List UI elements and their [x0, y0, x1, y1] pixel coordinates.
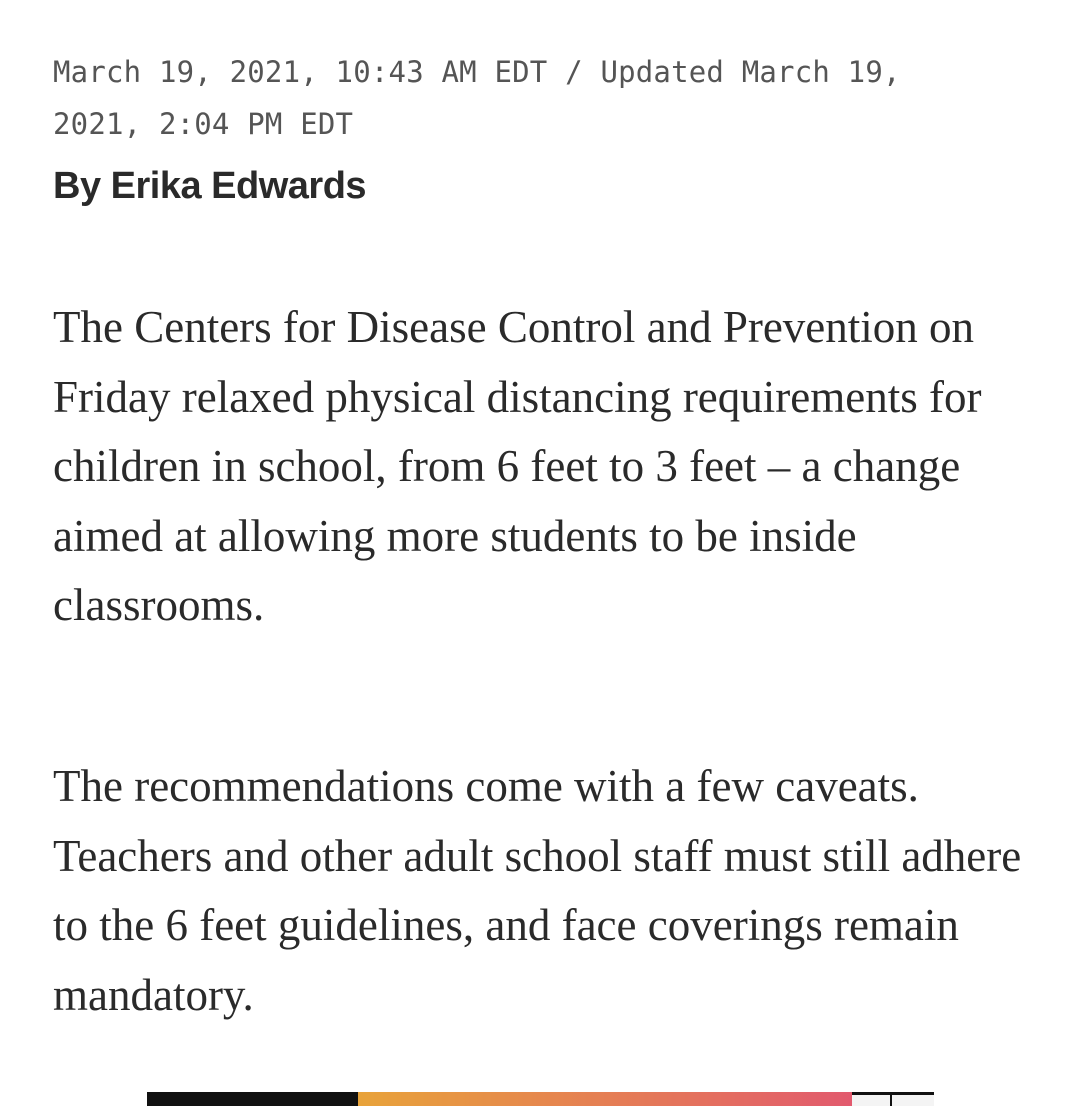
- media-banner-controls-segment: [852, 1092, 934, 1106]
- media-banner-dark-segment: [147, 1092, 358, 1106]
- article-paragraph: The recommendations come with a few caveats. Teachers and other adult school staff must still adhere to the 6 feet guidelines, and face coverings remain mandatory.: [53, 761, 1022, 1020]
- media-banner-gradient-segment: [358, 1092, 852, 1106]
- author-byline[interactable]: By Erika Edwards: [53, 165, 367, 207]
- article-paragraph: The Centers for Disease Control and Prevention on Friday relaxed physical distancing requirements for children in school, from 6 feet to 3 feet – a change aimed at allowing more students to be inside classrooms.: [53, 302, 982, 630]
- timestamp-line-1: March 19, 2021, 10:43 AM EDT / Updated March 19,: [53, 55, 901, 89]
- media-banner-preview[interactable]: [147, 1092, 934, 1106]
- timestamp-line-2: 2021, 2:04 PM EDT: [53, 107, 354, 141]
- article-timestamp: [53, 46, 1043, 150]
